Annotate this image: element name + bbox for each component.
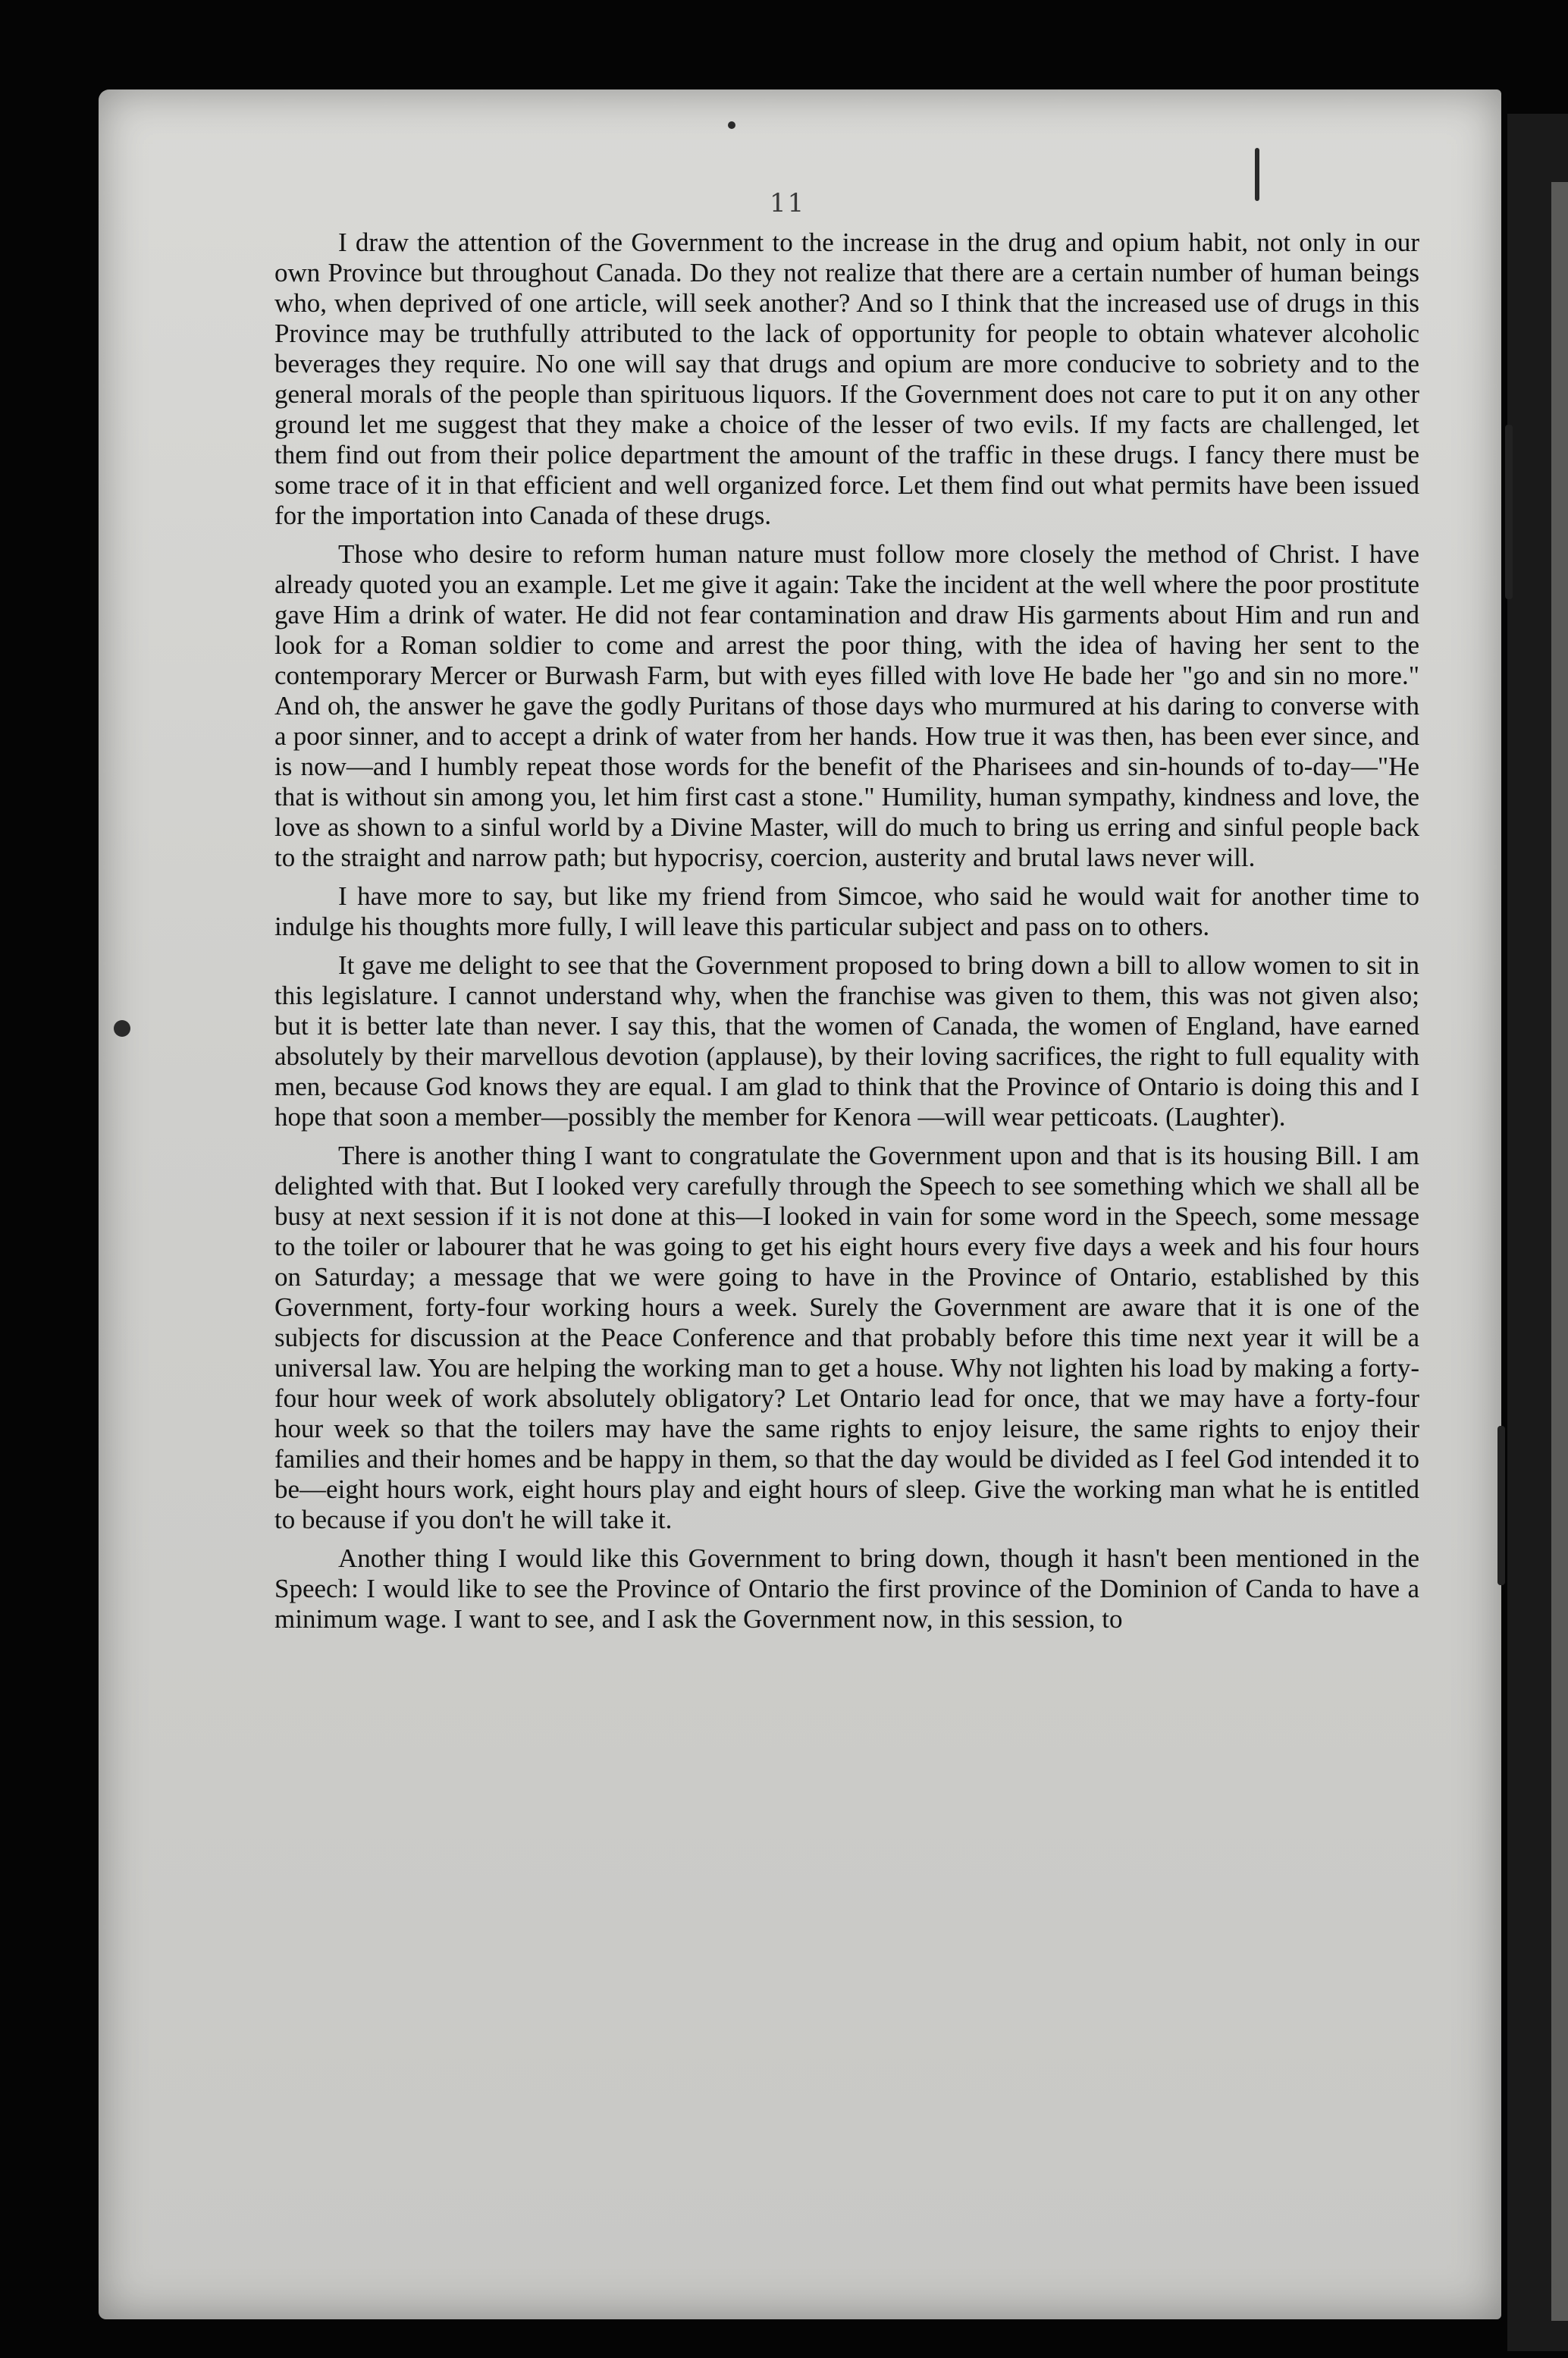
- paragraph: I draw the attention of the Government to the increase in the drug and opium habit, not only in our own Province but throughout Canada. Do they not realize that there are a certain number of human beings who, when deprived of one article, will seek another? And so I think that the increased use of drugs in this Province may be truthfully attributed to the lack of opportunity for people to obtain whatever alcoholic beverages they require. No one will say that drugs and opium are more conducive to sobriety and to the general morals of the people than spirituous liquors. If the Government does not care to put it on any other ground let me suggest that they make a choice of the lesser of two evils. If my facts are challenged, let them find out from their police department the amount of the traffic in these drugs. I fancy there must be some trace of it in that efficient and well organized force. Let them find out what permits have been issued for the importation into Canada of these drugs.: [274, 228, 1419, 530]
- paragraph: I have more to say, but like my friend from Simcoe, who said he would wait for another time to indulge his thoughts more fully, I will leave this particular subject and pass on to others.: [274, 881, 1419, 941]
- paragraph: There is another thing I want to congratulate the Government upon and that is its housing Bill. I am delighted with that. But I looked very carefully through the Speech to see something which we shall all be busy at next session if it is not done at this—I looked in vain for some word in the Speech, some message to the toiler or labourer that he was going to get his eight hours every five days a week and his four hours on Saturday; a message that we were going to have in the Province of Ontario, established by this Government, forty-four working hours a week. Surely the Government are aware that it is one of the subjects for discussion at the Peace Conference and that probably before this time next year it will be a universal law. You are helping the working man to get a house. Why not lighten his load by making a forty-four hour week of work absolutely obligatory? Let Ontario lead for once, that we may have a forty-four hour week so that the toilers may have the same rights to enjoy leisure, the same rights to enjoy their families and their homes and be happy in them, so that the day would be divided as I feel God intended it to be—eight hours work, eight hours play and eight hours of sleep. Give the working man what he is entitled to because if you don't he will take it.: [274, 1141, 1419, 1534]
- page-number: 11: [770, 188, 806, 218]
- adjacent-page-strip: [1551, 182, 1568, 2321]
- scan-speck: [114, 1020, 130, 1037]
- paragraph: Another thing I would like this Government to bring down, though it hasn't been mentioned in the Speech: I would like to see the Province of Ontario the first province of the Dominion of Canda to have a minimum wage. I want to see, and I ask the Government now, in this session, to: [274, 1543, 1419, 1634]
- document-body: [274, 228, 1419, 1643]
- paragraph: It gave me delight to see that the Government proposed to bring down a bill to allow women to sit in this legislature. I cannot understand why, when the franchise was given to them, this was not given also; but it is better late than never. I say this, that the women of Canada, the women of England, have earned absolutely by their marvellous devotion (applause), by their loving sacrifices, the right to full equality with men, because God knows they are equal. I am glad to think that the Province of Ontario is doing this and I hope that soon a member—possibly the member for Kenora —will wear petticoats. (Laughter).: [274, 950, 1419, 1132]
- binding-mark: [1505, 425, 1513, 599]
- binding-mark: [1497, 1426, 1505, 1585]
- scan-speck: [728, 121, 735, 129]
- paragraph: Those who desire to reform human nature must follow more closely the method of Christ. I have already quoted you an example. Let me give it again: Take the incident at the well where the poor prostitute gave Him a drink of water. He did not fear contamination and draw His garments about Him and run and look for a Roman soldier to come and arrest the poor thing, with the idea of having her sent to the contemporary Mercer or Burwash Farm, but with eyes filled with love He bade her "go and sin no more." And oh, the answer he gave the godly Puritans of those days who murmured at his daring to converse with a poor sinner, and to accept a drink of water from her hands. How true it was then, has been ever since, and is now—and I humbly repeat those words for the benefit of the Pharisees and sin-hounds of to-day—"He that is without sin among you, let him first cast a stone." Humility, human sympathy, kindness and love, the love as shown to a sinful world by a Divine Master, will do much to bring us erring and sinful people back to the straight and narrow path; but hypocrisy, coercion, austerity and brutal laws never will.: [274, 539, 1419, 872]
- scan-speck: [1255, 148, 1259, 201]
